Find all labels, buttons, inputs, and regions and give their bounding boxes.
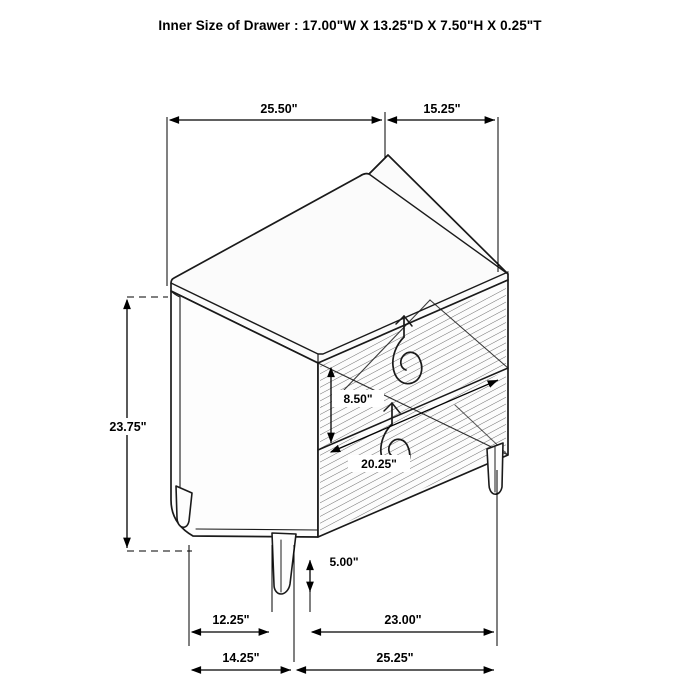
dim-label-top-left-width: 25.50": [260, 102, 298, 116]
nightstand-body: [171, 155, 508, 594]
leg-front-right: [487, 443, 503, 494]
dim-label-bottom-left-span: 12.25": [212, 613, 250, 627]
dim-label-drawer-width: 20.25": [361, 457, 397, 471]
dim-label-bottom-right-total: 25.25": [376, 651, 414, 665]
dim-label-leg-height: 5.00": [329, 555, 359, 569]
leg-back-left: [176, 486, 192, 527]
dim-label-bottom-right-span: 23.00": [384, 613, 422, 627]
dim-label-top-right-depth: 15.25": [423, 102, 461, 116]
dim-label-drawer-height: 8.50": [343, 392, 373, 406]
dim-label-bottom-left-total: 14.25": [222, 651, 260, 665]
page-title: Inner Size of Drawer : 17.00"W X 13.25"D X 7.50"H X 0.25"T: [158, 18, 542, 33]
dim-label-overall-height: 23.75": [109, 420, 147, 434]
leg-front-left: [272, 533, 296, 594]
